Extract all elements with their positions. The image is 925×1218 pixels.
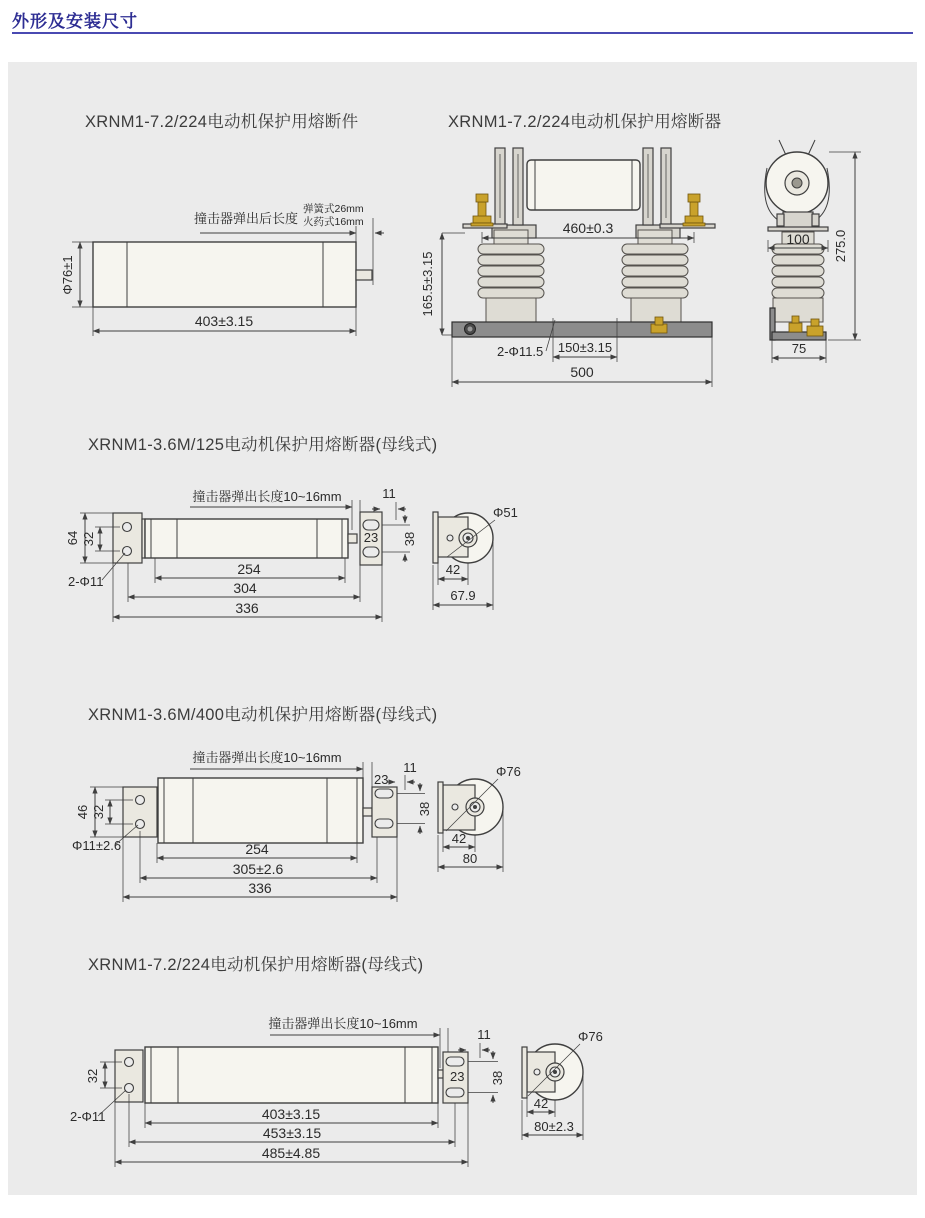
- dim-304: 304: [233, 580, 257, 596]
- dim-403: 403±3.15: [261, 1106, 321, 1122]
- dim-11: 11: [382, 486, 396, 501]
- mount-slot: [375, 789, 393, 798]
- striker-note-powder: 火药式16mm: [303, 216, 364, 228]
- striker-note-spring: 弹簧式26mm: [303, 203, 364, 215]
- dim-span: 460±0.3: [562, 220, 614, 236]
- side-view: [522, 1029, 603, 1140]
- dim-453: 453±3.15: [262, 1125, 322, 1141]
- dim-23: 23: [450, 1069, 465, 1084]
- insulator-left: [478, 230, 544, 322]
- mount-hole: [123, 523, 132, 532]
- dim-485: 485±4.85: [261, 1145, 321, 1161]
- dim-base-width: 500: [570, 364, 594, 380]
- dim-dia: Φ76: [496, 764, 521, 779]
- mount-slot: [446, 1057, 464, 1066]
- drawing-busbar-224: [60, 1000, 620, 1195]
- dim-64: 64: [65, 530, 80, 546]
- dim-32: 32: [81, 531, 96, 547]
- drawing-fuselink: [60, 190, 400, 350]
- mount-hole: [136, 796, 145, 805]
- dim-38: 38: [417, 801, 432, 817]
- dim-dia: Φ76: [578, 1029, 603, 1044]
- mount-slot: [363, 520, 379, 530]
- dim-679: 67.9: [450, 588, 476, 603]
- striker-pin: [348, 534, 357, 543]
- dim-42: 42: [445, 562, 461, 577]
- dim-holes: 2-Φ11.5: [497, 344, 544, 359]
- dim-254: 254: [237, 561, 261, 577]
- mount-slot: [363, 547, 379, 557]
- dim-holes-label: 2-Φ11: [70, 1109, 106, 1124]
- striker-label: 撞击器弹出长度10~16mm: [192, 750, 342, 765]
- small-hole: [447, 535, 453, 541]
- dim-32: 32: [85, 1068, 100, 1084]
- small-hole: [452, 804, 458, 810]
- busbar-fuse-body: [113, 512, 382, 565]
- bracket-left: [123, 787, 157, 837]
- striker-pin: [356, 270, 372, 280]
- dim-side-base: 75: [791, 341, 807, 356]
- front-view: [452, 148, 715, 337]
- fuse-tube: [158, 778, 363, 843]
- dim-38: 38: [490, 1070, 505, 1086]
- busbar-fuse-body: [123, 778, 397, 843]
- drawing-busbar-400: [60, 735, 580, 910]
- section1-title-fuse: XRNM1-7.2/224电动机保护用熔断器: [448, 113, 722, 131]
- dim-32: 32: [91, 804, 106, 820]
- base-plate: [452, 322, 712, 337]
- dim-38: 38: [402, 531, 417, 547]
- dim-holes-label: 2-Φ11: [68, 574, 104, 589]
- mount-slot: [375, 819, 393, 828]
- bracket-plate: [522, 1047, 527, 1098]
- dim-hole-span: 150±3.15: [557, 340, 613, 355]
- mount-hole: [136, 820, 145, 829]
- section1-title-fuselink: XRNM1-7.2/224电动机保护用熔断件: [85, 113, 359, 131]
- drawing-fuse-assembly: [415, 140, 875, 390]
- dim-305: 305±2.6: [232, 861, 284, 877]
- fuse-tube: [145, 519, 348, 558]
- title-rule: [12, 32, 913, 34]
- dim-42: 42: [451, 831, 467, 846]
- fuselink-body: [93, 242, 372, 307]
- fuse-tube: [527, 160, 640, 210]
- busbar-fuse-body: [115, 1047, 468, 1103]
- bracket-plate: [438, 782, 443, 833]
- section2-title: XRNM1-3.6M/125电动机保护用熔断器(母线式): [88, 436, 438, 454]
- dim-336: 336: [235, 600, 259, 616]
- side-view: [433, 505, 518, 610]
- dim-80: 80: [462, 851, 478, 866]
- side-view: [438, 764, 521, 872]
- dim-11: 11: [477, 1027, 491, 1042]
- dim-clamp-width: 100: [786, 231, 810, 247]
- page-title: 外形及安装尺寸: [12, 12, 138, 31]
- striker-label: 撞击器弹出长度10~16mm: [192, 489, 342, 504]
- drawing-busbar-125: [60, 480, 570, 635]
- section4-title: XRNM1-7.2/224电动机保护用熔断器(母线式): [88, 956, 424, 974]
- small-hole: [534, 1069, 540, 1075]
- striker-label: 撞击器弹出后长度: [193, 211, 299, 226]
- dim-23: 23: [374, 772, 389, 787]
- striker-pin: [363, 808, 372, 816]
- mount-hole: [125, 1058, 134, 1067]
- dim-42: 42: [533, 1096, 549, 1111]
- section3-title: XRNM1-3.6M/400电动机保护用熔断器(母线式): [88, 706, 438, 724]
- dim-length: 403±3.15: [194, 313, 254, 329]
- dim-diameter: Φ76±1: [60, 255, 75, 295]
- clamp-block: [783, 212, 813, 228]
- dim-height: 165.5±3.15: [420, 251, 435, 317]
- dim-dia: Φ51: [493, 505, 518, 520]
- dim-80: 80±2.3: [534, 1119, 574, 1134]
- insulator-right: [622, 230, 688, 322]
- mount-slot: [446, 1088, 464, 1097]
- dim-total-height: 275.0: [833, 229, 848, 263]
- mount-hole: [125, 1084, 134, 1093]
- dim-holes-label: Φ11±2.6: [72, 838, 122, 853]
- striker-label: 撞击器弹出长度10~16mm: [268, 1016, 418, 1031]
- dim-336: 336: [248, 880, 272, 896]
- fuse-tube: [145, 1047, 438, 1103]
- dim-11: 11: [403, 760, 417, 775]
- dim-46: 46: [75, 804, 90, 820]
- bracket-plate: [433, 512, 438, 563]
- dim-23: 23: [363, 530, 379, 545]
- dim-254: 254: [245, 841, 269, 857]
